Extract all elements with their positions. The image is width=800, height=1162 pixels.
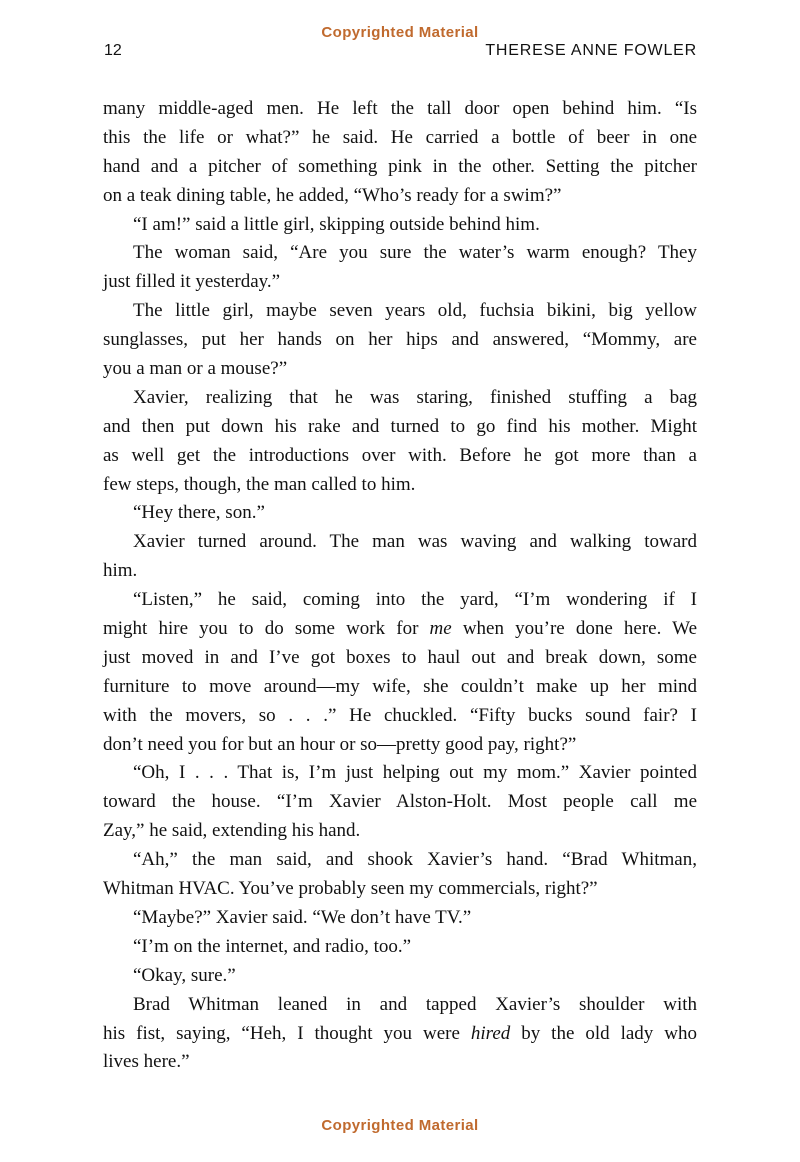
text-line bbox=[103, 817, 697, 846]
text-line bbox=[103, 615, 697, 644]
text-segment: this the life or what?” he said. He carried a bottle of beer in one bbox=[103, 126, 697, 148]
text-segment: Whitman HVAC. You’ve probably seen my commercials, right?” bbox=[103, 878, 598, 900]
text-line bbox=[103, 95, 697, 124]
text-segment: on a teak dining table, he added, “Who’s ready for a swim?” bbox=[103, 184, 562, 206]
text-segment: don’t need you for but an hour or so—pretty good pay, right?” bbox=[103, 733, 577, 755]
text-line bbox=[103, 702, 697, 731]
text-line bbox=[103, 355, 697, 384]
text-line bbox=[103, 499, 697, 528]
text-line bbox=[103, 239, 697, 268]
text-segment: The little girl, maybe seven years old, fuchsia bikini, big yellow bbox=[133, 300, 697, 322]
text-segment: “I am!” said a little girl, skipping outside behind him. bbox=[133, 213, 540, 235]
text-line bbox=[103, 471, 697, 500]
text-segment: “Hey there, son.” bbox=[133, 502, 265, 524]
text-line bbox=[103, 731, 697, 760]
text-line bbox=[103, 1020, 697, 1049]
running-head-author: THERESE ANNE FOWLER bbox=[485, 42, 697, 59]
text-line bbox=[103, 182, 697, 211]
text-line bbox=[103, 875, 697, 904]
text-segment: Zay,” he said, extending his hand. bbox=[103, 820, 361, 842]
text-line bbox=[103, 211, 697, 240]
text-segment: sunglasses, put her hands on her hips and answered, “Mommy, are bbox=[103, 329, 697, 351]
text-segment: “Maybe?” Xavier said. “We don’t have TV.” bbox=[133, 906, 472, 928]
text-segment: and then put down his rake and turned to go find his mother. Might bbox=[103, 415, 697, 437]
text-line bbox=[103, 846, 697, 875]
text-segment: you a man or a mouse?” bbox=[103, 358, 288, 380]
text-line bbox=[103, 759, 697, 788]
text-segment: as well get the introductions over with. Before he got more than a bbox=[103, 444, 697, 466]
text-line bbox=[103, 442, 697, 471]
text-line bbox=[103, 297, 697, 326]
text-line bbox=[103, 528, 697, 557]
text-line bbox=[103, 1048, 697, 1077]
text-segment: Xavier turned around. The man was waving and walking toward bbox=[133, 531, 697, 553]
italic-text: hired bbox=[470, 1022, 511, 1044]
text-segment: with the movers, so . . .” He chuckled. “Fifty bucks sound fair? I bbox=[103, 704, 697, 726]
text-line bbox=[103, 644, 697, 673]
text-segment: his fist, saying, “Heh, I thought you were bbox=[103, 1022, 471, 1044]
text-line bbox=[103, 788, 697, 817]
text-line bbox=[103, 153, 697, 182]
text-segment: “Ah,” the man said, and shook Xavier’s hand. “Brad Whitman, bbox=[133, 849, 697, 871]
text-line bbox=[103, 557, 697, 586]
text-segment: “Okay, sure.” bbox=[133, 964, 236, 986]
text-line bbox=[103, 326, 697, 355]
text-line bbox=[103, 384, 697, 413]
text-line bbox=[103, 586, 697, 615]
page-number: 12 bbox=[104, 42, 122, 59]
text-segment: many middle-aged men. He left the tall door open behind him. “Is bbox=[103, 98, 697, 119]
copyright-banner-bottom: Copyrighted Material bbox=[321, 1117, 479, 1134]
text-line bbox=[103, 268, 697, 297]
text-line bbox=[103, 673, 697, 702]
text-line bbox=[103, 933, 697, 962]
text-line bbox=[103, 413, 697, 442]
italic-text: me bbox=[429, 618, 452, 640]
text-segment: “I’m on the internet, and radio, too.” bbox=[133, 935, 412, 957]
text-segment: Xavier, realizing that he was staring, finished stuffing a bag bbox=[133, 386, 697, 408]
copyright-banner-top: Copyrighted Material bbox=[321, 24, 479, 41]
text-segment: furniture to move around—my wife, she couldn’t make up her mind bbox=[103, 675, 697, 697]
text-segment: just moved in and I’ve got boxes to haul out and break down, some bbox=[103, 646, 697, 668]
text-line bbox=[103, 962, 697, 991]
text-segment: him. bbox=[103, 560, 138, 582]
text-segment: The woman said, “Are you sure the water’s warm enough? They bbox=[133, 242, 697, 264]
body-text bbox=[103, 95, 697, 1077]
text-segment: “Oh, I . . . That is, I’m just helping out my mom.” Xavier pointed bbox=[133, 762, 697, 784]
text-segment: might hire you to do some work for bbox=[103, 618, 430, 640]
text-segment: hand and a pitcher of something pink in the other. Setting the pitcher bbox=[103, 155, 697, 177]
text-segment: lives here.” bbox=[103, 1051, 190, 1073]
text-segment: Brad Whitman leaned in and tapped Xavier’s shoulder with bbox=[133, 993, 697, 1015]
text-line bbox=[103, 991, 697, 1020]
text-line bbox=[103, 904, 697, 933]
text-segment: few steps, though, the man called to him. bbox=[103, 473, 416, 495]
page-header bbox=[104, 42, 697, 60]
text-segment: when you’re done here. We bbox=[451, 618, 697, 640]
text-segment: toward the house. “I’m Xavier Alston-Holt. Most people call me bbox=[103, 791, 697, 813]
text-segment: “Listen,” he said, coming into the yard, “I’m wondering if I bbox=[133, 589, 697, 611]
text-segment: just filled it yesterday.” bbox=[103, 271, 281, 293]
text-segment: by the old lady who bbox=[510, 1022, 697, 1044]
text-line bbox=[103, 124, 697, 153]
